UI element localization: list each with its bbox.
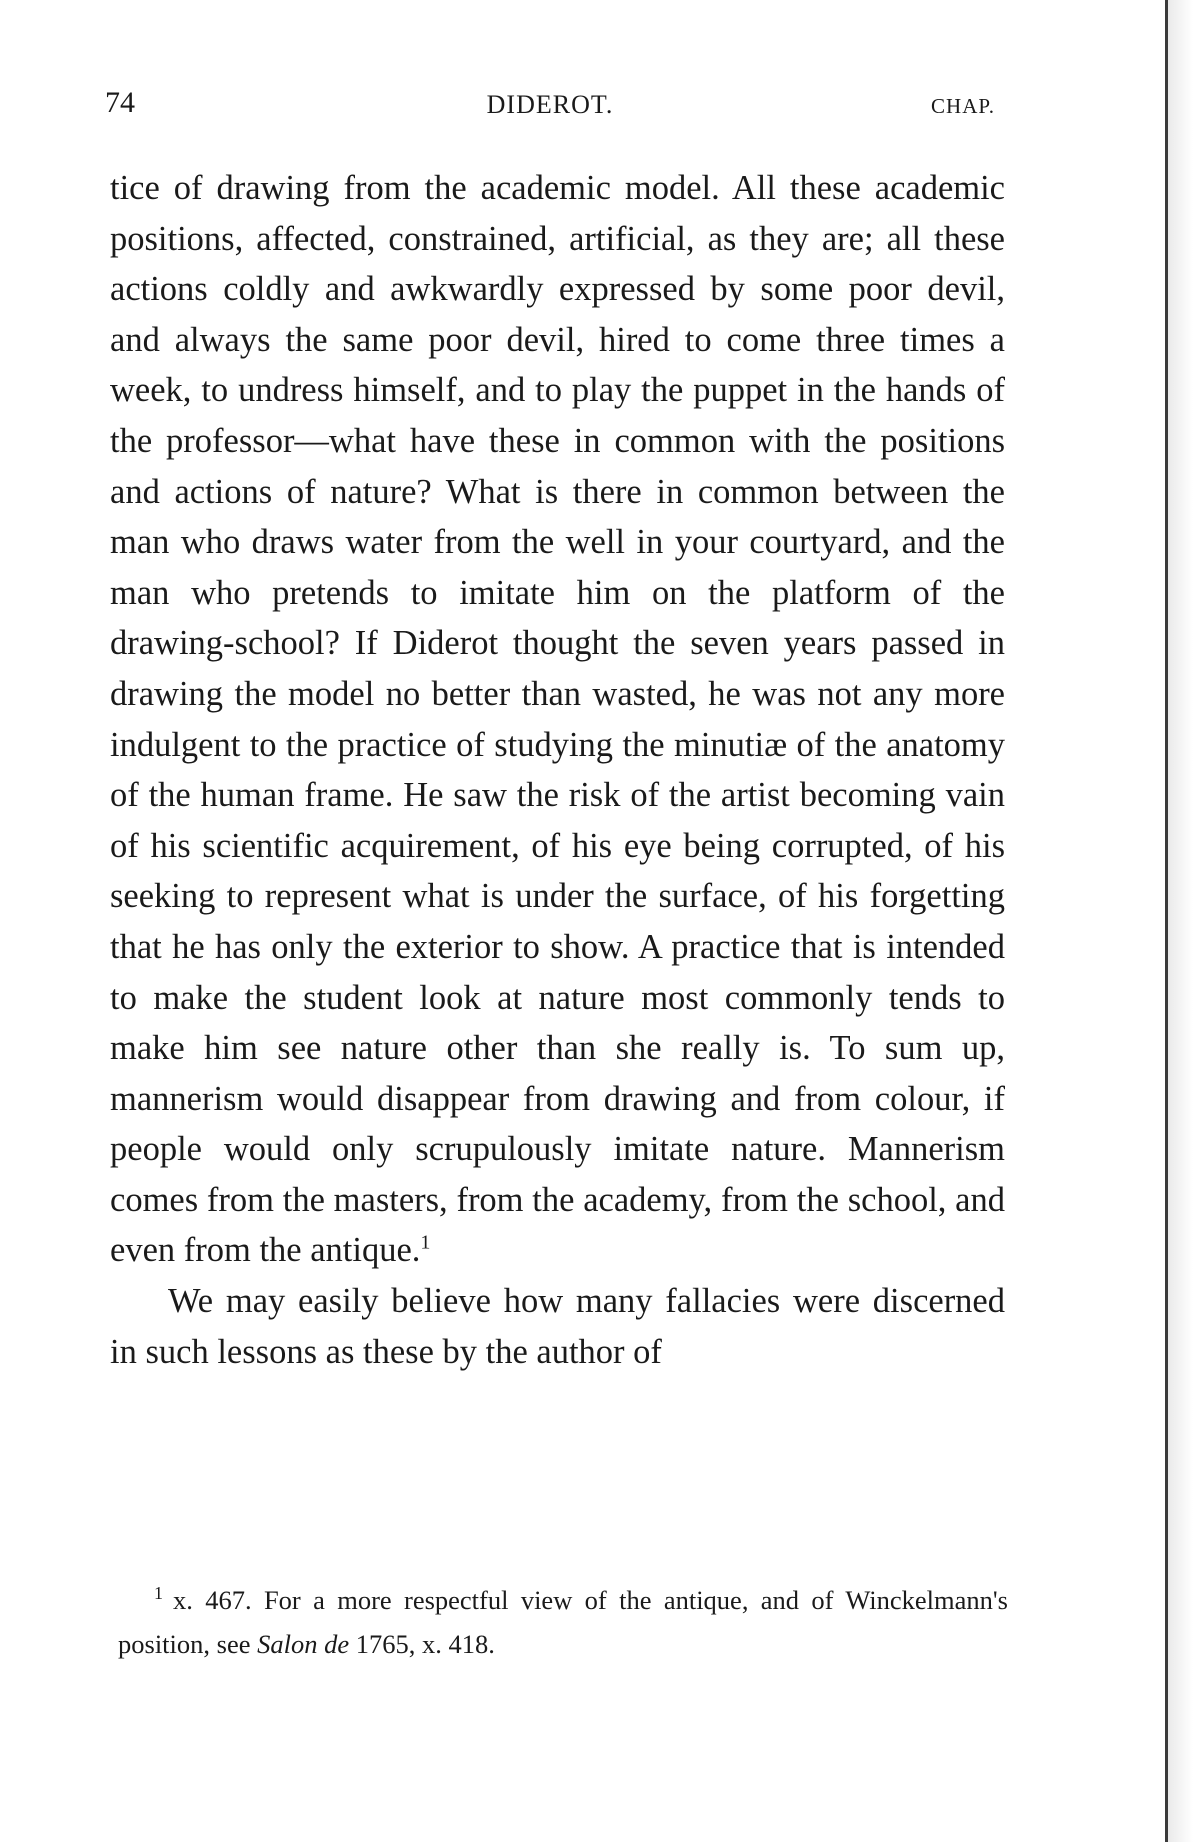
- page-number: 74: [105, 86, 135, 119]
- footnote-reference-mark: 1: [420, 1231, 431, 1254]
- paragraph-2: We may easily believe how many fallacies were discerned in such lessons as these by the author of: [110, 1282, 1005, 1371]
- chapter-label: CHAP.: [931, 94, 995, 118]
- paragraph-1-text: tice of drawing from the academic model. All these academic positions, affected, constrained, artificial, as they are; all these actions coldly and awkwardly expressed by some poor devil, and always the same poor devil, hired to come three times a week, to undress himself, and to play the puppet in the hands of the professor—what have these in common with the positions and actions of nature? What is there in common between the man who draws water from the well in your courtyard, and the man who pretends to imitate him on the platform of the drawing-school? If Diderot thought the seven years passed in drawing the model no better than wasted, he was not any more indulgent to the practice of studying the minutiæ of the anatomy of the human frame. He saw the risk of the artist becoming vain of his scientific acquirement, of his eye being corrupted, of his seeking to represent what is under the surface, of his forgetting that he has only the exterior to show. A practice that is intended to make the student look at nature most commonly tends to make him see nature other than she really is. To sum up, mannerism would disappear from drawing and from colour, if people would only scrupulously imitate nature. Mannerism comes from the masters, from the academy, from the school, and even from the antique.: [110, 169, 1005, 1270]
- page-gutter-shadow: [1168, 0, 1193, 1842]
- paragraph-1: [110, 163, 1005, 1276]
- footnote-text-before: x. 467. For a more respectful view of the antique, and of Winckelmann's position, see: [118, 1585, 1008, 1659]
- footnote-mark: 1: [154, 1583, 163, 1604]
- running-title: DIDEROT.: [486, 90, 614, 119]
- footnote-italic-title: Salon de: [257, 1629, 350, 1659]
- footnotes: [118, 1578, 1008, 1666]
- footnote-text-after: 1765, x. 418.: [349, 1629, 495, 1659]
- running-header: [105, 86, 995, 126]
- footnote-1: [118, 1578, 1008, 1666]
- body-text: [110, 163, 1005, 1377]
